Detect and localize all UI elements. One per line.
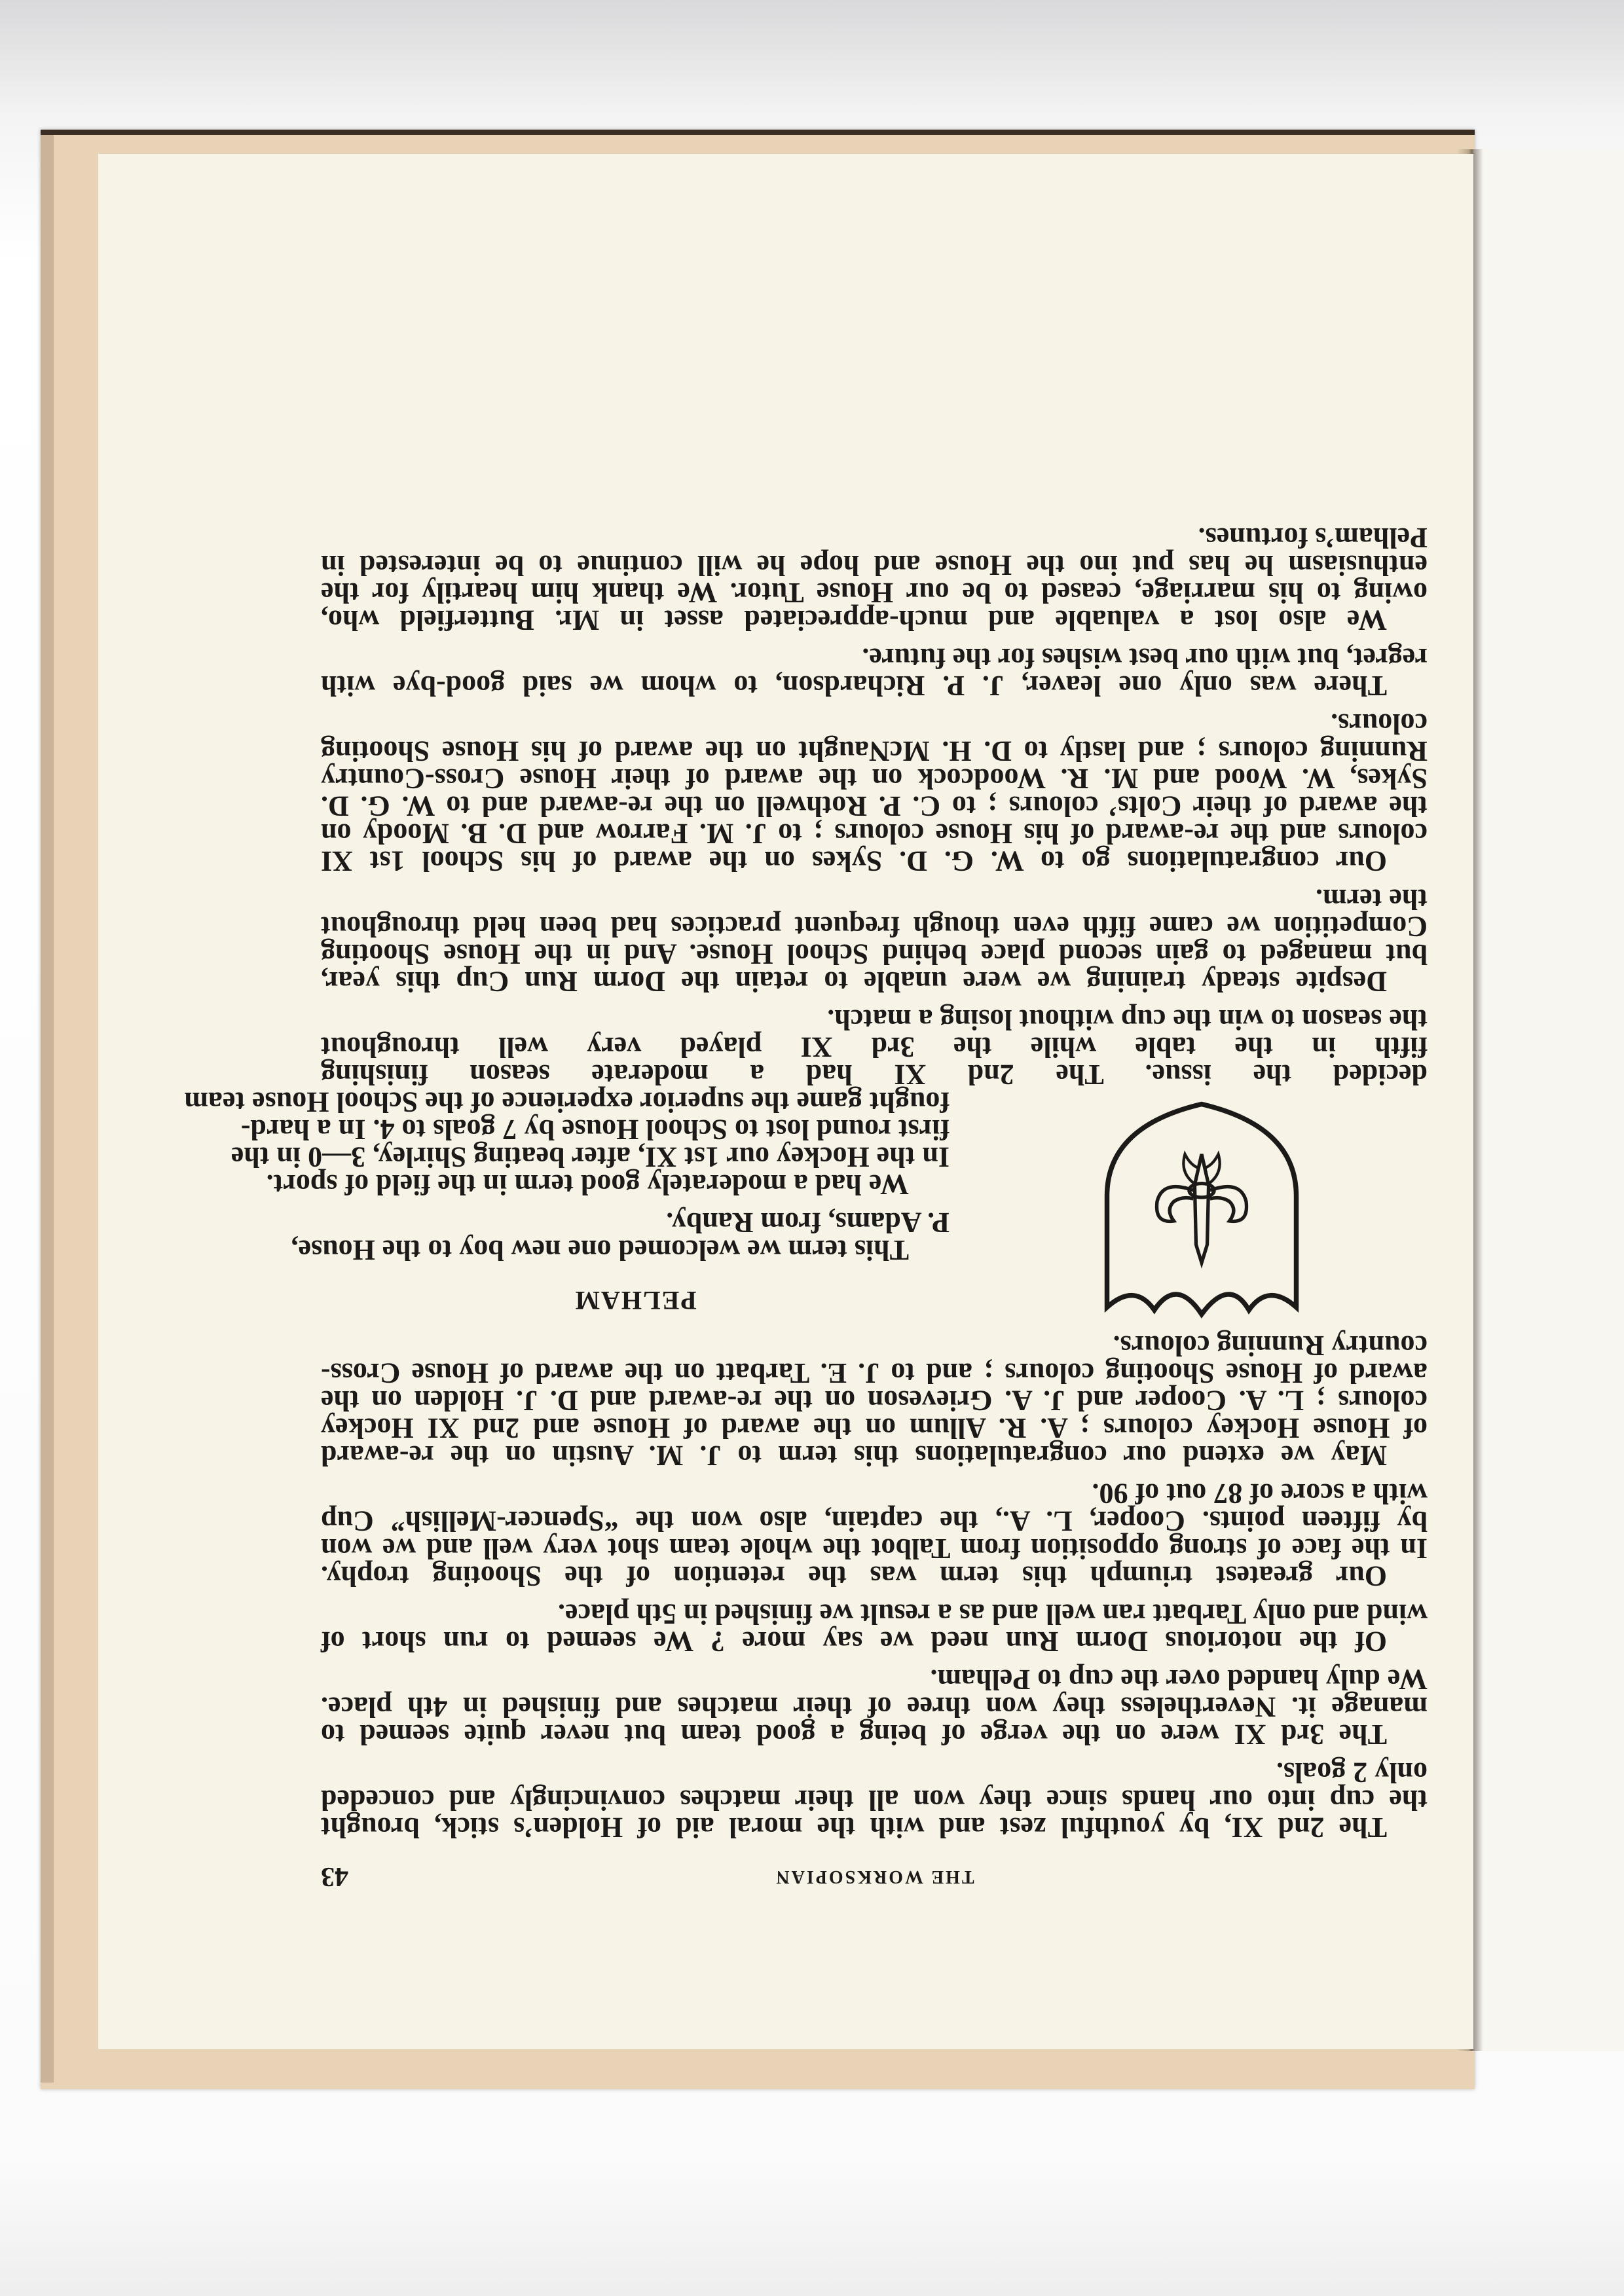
paragraph — [321, 710, 1428, 875]
article-body-previous-house — [321, 1330, 1428, 1844]
text-line: We duly handed over the cup to Pelham. — [930, 1664, 1428, 1696]
paragraph — [321, 1330, 1428, 1472]
text-line: We had a moderately good term in the field of sport. — [266, 1169, 909, 1201]
page-number: 43 — [321, 1861, 348, 1891]
cover-shadow — [41, 135, 54, 2083]
text-line: Our greatest triumph this term was the retention of the Shooting trophy. — [321, 1560, 1387, 1592]
text-line: the term. — [1315, 883, 1428, 915]
text-line: Our congratulations go to W. G. D. Sykes on the award of his School 1st XI — [321, 845, 1387, 877]
text-line: manage it. Nevertheless they won three of their matches and finished in 4th place. — [321, 1691, 1428, 1723]
text-line: There was only one leaver, J. P. Richardson, to whom we said good-bye with — [321, 670, 1387, 702]
paragraph — [321, 1664, 1428, 1751]
text-line: Sykes, W. Wood and M. R. Woodcock on the award of their House Cross-Country — [321, 763, 1428, 795]
running-head — [321, 1859, 1428, 1892]
paragraph — [321, 883, 1428, 998]
text-line: by fifteen points. Cooper, L. A., the captain, also won the “Spencer-Mellish” Cup — [321, 1505, 1428, 1537]
text-line: with a score of 87 out of 90. — [1092, 1478, 1428, 1510]
paragraph — [321, 1480, 1428, 1590]
text-line: decided the issue. The 2nd XI had a moderate season finishing — [321, 1059, 1428, 1091]
text-line: In the Hockey our 1st XI, after beating Shirley, 3—0 in the — [231, 1141, 950, 1173]
text-line: Competition we came fifth even though frequent practices had been held throughout — [321, 911, 1428, 943]
text-line: regret, but with our best wishes for the future. — [862, 642, 1428, 674]
text-line: country Running colours. — [1113, 1330, 1428, 1362]
text-column — [184, 513, 1428, 1844]
paragraph — [321, 524, 1428, 634]
text-line: Pelham’s fortunes. — [1198, 522, 1428, 554]
text-line: May we extend our congratulations this term to J. M. Austin on the re-award — [321, 1440, 1387, 1472]
text-line: P. Adams, from Ranby. — [666, 1207, 950, 1239]
text-line: colours. — [1331, 708, 1428, 740]
book-page — [98, 154, 1473, 2049]
text-line: The 2nd XI, by youthful zest and with the moral aid of Holden’s stick, brought — [321, 1812, 1387, 1844]
facing-page — [1473, 149, 1624, 2051]
text-line: of House Hockey colours ; A. R. Allum on the award of House and 2nd XI Hockey — [321, 1412, 1428, 1444]
text-line: enthusiasm he has put ino the House and hope he will continue to be interested in — [321, 549, 1428, 581]
text-line: Of the notorious Dorm Run need we say more ? We seemed to run short of — [321, 1626, 1387, 1658]
house-crest-icon — [1087, 1099, 1316, 1321]
text-line: owing to his marriage, ceased to be our House Tutor. We thank him heartily for the — [321, 577, 1428, 609]
text-line: colours ; L. A. Cooper and J. A. Grieveson on the re-award and D. J. Holden on the — [321, 1385, 1428, 1417]
text-line: the season to win the cup without losing a match. — [827, 1004, 1428, 1036]
text-line: This term we welcomed one new boy to the House, — [291, 1234, 909, 1266]
paragraph — [321, 1598, 1428, 1658]
text-line: In the face of strong opposition from Talbot the whole team shot very well and we won — [321, 1533, 1428, 1565]
text-line: We also lost a valuable and much-appreciated asset in Mr. Butterfield who, — [321, 604, 1387, 636]
section-heading-pelham: PELHAM — [574, 1286, 697, 1315]
paragraph — [321, 1757, 1428, 1844]
text-line: first round lost to School House by 7 goals to 4. In a hard- — [240, 1114, 950, 1146]
text-line: the award of their Colts’ colours ; to C. P. Rothwell on the re-award and to W. G. D. — [321, 790, 1428, 822]
paragraph — [321, 642, 1428, 702]
text-line: only 2 goals. — [1276, 1757, 1428, 1789]
text-line: Running colours ; and lastly to D. H. McNaught on the award of his House Shooting — [321, 735, 1428, 767]
text-line: The 3rd XI were on the verge of being a good team but never quite seemed to — [321, 1719, 1387, 1751]
text-line: the cup into our hands since they won all their matches convincingly and conceded — [321, 1784, 1428, 1816]
text-line: Despite steady training we were unable to retain the Dorm Run Cup this year, — [321, 966, 1387, 998]
fleur-de-lis-shield-icon — [1087, 1099, 1316, 1321]
text-line: colours and the re-award of his House colours ; to J. M. Farrow and D. B. Moody on — [321, 818, 1428, 850]
text-line: fought game the superior experience of the School House team — [184, 1086, 950, 1118]
running-title: THE WORKSOPIAN — [774, 1867, 974, 1887]
text-line: but managed to gain second place behind School House. And in the House Shooting — [321, 938, 1428, 970]
text-line: award of House Shooting colours ; and to J. E. Tarbatt on the award of House Cross- — [321, 1357, 1428, 1389]
text-line: wind and only Tarbatt ran well and as a result we finished in 5th place. — [558, 1598, 1428, 1630]
text-line: fifth in the table while the 3rd XI played very well throughout — [321, 1031, 1428, 1063]
